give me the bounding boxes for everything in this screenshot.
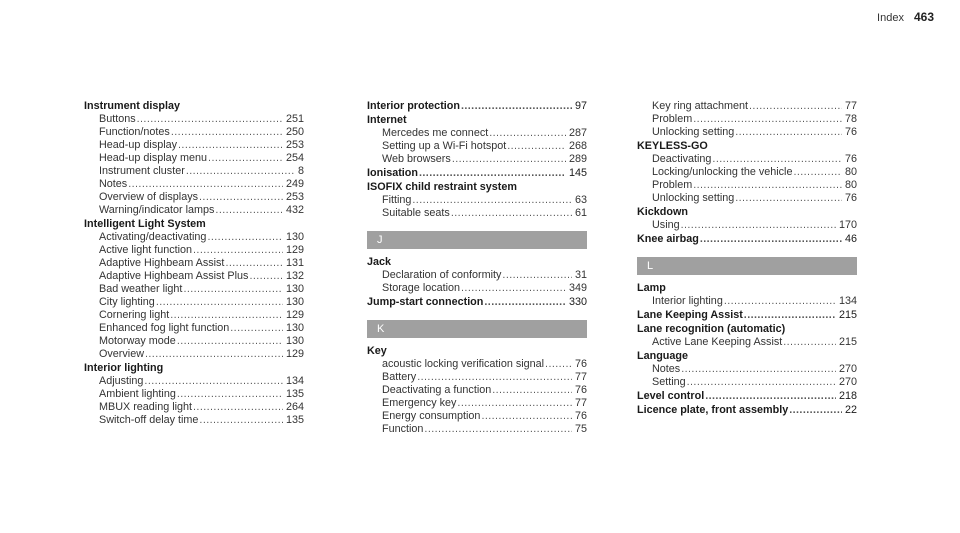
index-column-1	[84, 100, 304, 427]
leader-dots	[156, 296, 283, 309]
leader-dots	[199, 414, 283, 427]
entry-subitem-page[interactable]: 78	[844, 113, 857, 125]
entry-heading-text: Knee airbag	[637, 233, 699, 245]
entry-subitem	[367, 153, 587, 166]
entry-subitem-page[interactable]: 76	[844, 153, 857, 165]
index-entry	[637, 323, 857, 349]
entry-subitem-text: Locking/unlocking the vehicle	[652, 166, 793, 178]
leader-dots	[177, 388, 283, 401]
leader-dots	[507, 140, 566, 153]
entry-subitem-text: Emergency key	[382, 397, 457, 409]
leader-dots	[492, 384, 572, 397]
entry-subitem-page[interactable]: 289	[568, 153, 587, 165]
entry-subitem	[367, 140, 587, 153]
leader-dots	[451, 207, 572, 220]
leader-dots	[412, 194, 572, 207]
entry-subitem	[84, 322, 304, 335]
entry-subitem-page[interactable]: 76	[844, 126, 857, 138]
entry-subitem-page[interactable]: 270	[838, 376, 857, 388]
entry-subitem	[637, 126, 857, 139]
entry-subitem-page[interactable]: 130	[285, 296, 304, 308]
entry-subitem-page[interactable]: 264	[285, 401, 304, 413]
entry-heading-text: Interior lighting	[84, 362, 164, 374]
leader-dots	[193, 401, 283, 414]
entry-subitem-page[interactable]: 77	[574, 397, 587, 409]
entry-heading-text: Lane recognition (automatic)	[637, 323, 786, 335]
entry-subitem-page[interactable]: 215	[838, 336, 857, 348]
entry-heading	[637, 404, 857, 417]
entry-subitem	[637, 153, 857, 166]
entry-subitem	[84, 244, 304, 257]
entry-subitem	[84, 296, 304, 309]
index-entry	[367, 181, 587, 220]
entry-subitem	[367, 282, 587, 295]
entry-subitem-text: Declaration of conformity	[382, 269, 502, 281]
entry-subitem-text: Setting	[652, 376, 686, 388]
leader-dots	[681, 219, 836, 232]
entry-subitem-text: Switch-off delay time	[99, 414, 199, 426]
entry-heading	[637, 309, 857, 322]
section-letter: J	[377, 234, 383, 246]
entry-subitem-text: Head-up display menu	[99, 152, 208, 164]
entry-heading-text: Licence plate, front assembly	[637, 404, 789, 416]
entry-subitem	[637, 363, 857, 376]
leader-dots	[735, 192, 842, 205]
entry-subitem-text: Bad weather light	[99, 283, 183, 295]
entry-subitem-page[interactable]: 129	[285, 348, 304, 360]
entry-subitem-text: Ambient lighting	[99, 388, 176, 400]
entry-subitem-page[interactable]: 80	[844, 179, 857, 191]
index-entry	[367, 296, 587, 309]
entry-subitem	[84, 126, 304, 139]
index-entry	[84, 362, 304, 427]
index-entry	[367, 100, 587, 113]
leader-dots	[145, 348, 283, 361]
entry-subitem	[84, 191, 304, 204]
leader-dots	[457, 397, 572, 410]
entry-heading	[637, 390, 857, 403]
entry-subitem	[84, 231, 304, 244]
leader-dots	[230, 322, 283, 335]
entry-subitem-page[interactable]: 76	[574, 410, 587, 422]
entry-heading	[84, 100, 304, 113]
entry-subitem-page[interactable]: 253	[285, 139, 304, 151]
leader-dots	[724, 295, 836, 308]
index-entry	[637, 350, 857, 389]
leader-dots	[489, 127, 566, 140]
leader-dots	[693, 113, 842, 126]
leader-dots	[215, 204, 283, 217]
entry-heading-text: Jump-start connection	[367, 296, 484, 308]
index-entry	[367, 114, 587, 166]
leader-dots	[144, 375, 283, 388]
entry-subitem-text: Unlocking setting	[652, 126, 735, 138]
entry-subitem	[367, 371, 587, 384]
leader-dots	[137, 113, 283, 126]
entry-subitem-page[interactable]: 63	[574, 194, 587, 206]
entry-subitem-text: Function/notes	[99, 126, 170, 138]
leader-dots	[417, 371, 572, 384]
entry-heading-text: Level control	[637, 390, 705, 402]
entry-subitem-page[interactable]: 249	[285, 178, 304, 190]
entry-subitem	[84, 283, 304, 296]
leader-dots	[177, 335, 283, 348]
entry-subitem-page[interactable]: 134	[838, 295, 857, 307]
entry-subitem-text: MBUX reading light	[99, 401, 193, 413]
entry-subitem-text: Motorway mode	[99, 335, 176, 347]
entry-subitem-page[interactable]: 76	[844, 192, 857, 204]
entry-subitem-page[interactable]: 61	[574, 207, 587, 219]
entry-subitem-text: Battery	[382, 371, 417, 383]
entry-subitem-page[interactable]: 250	[285, 126, 304, 138]
entry-subitem-text: Enhanced fog light function	[99, 322, 230, 334]
entry-subitem	[84, 309, 304, 322]
index-entry	[637, 233, 857, 246]
entry-subitem	[637, 100, 857, 113]
leader-dots	[744, 309, 836, 322]
entry-subitem	[84, 270, 304, 283]
section-letter: L	[647, 260, 654, 272]
entry-subitem-text: Activating/deactivating	[99, 231, 207, 243]
entry-heading-text: Key	[367, 345, 387, 357]
entry-subitem	[637, 166, 857, 179]
entry-subitem-page[interactable]: 130	[285, 231, 304, 243]
entry-heading	[84, 362, 304, 375]
entry-subitem-text: Interior lighting	[652, 295, 723, 307]
entry-heading	[367, 181, 587, 194]
entry-heading	[637, 350, 857, 363]
entry-subitem-page[interactable]: 77	[574, 371, 587, 383]
entry-subitem	[367, 410, 587, 423]
entry-heading	[84, 218, 304, 231]
entry-subitem-page[interactable]: 130	[285, 283, 304, 295]
leader-dots	[481, 410, 572, 423]
entry-subitem-text: Function	[382, 423, 424, 435]
entry-subitem-text: Unlocking setting	[652, 192, 735, 204]
leader-dots	[171, 126, 283, 139]
entry-subitem	[84, 178, 304, 191]
entry-subitem-page[interactable]: 131	[285, 257, 304, 269]
leader-dots	[419, 167, 566, 180]
leader-dots	[170, 309, 283, 322]
entry-subitem	[84, 375, 304, 388]
leader-dots	[186, 165, 295, 178]
entry-subitem-page[interactable]: 268	[568, 140, 587, 152]
entry-subitem	[637, 192, 857, 205]
entry-subitem-text: Head-up display	[99, 139, 178, 151]
entry-subitem-text: Using	[652, 219, 680, 231]
entry-subitem	[84, 152, 304, 165]
entry-subitem-page[interactable]: 254	[285, 152, 304, 164]
section-letter-bar	[367, 320, 587, 338]
entry-subitem-page[interactable]: 129	[285, 244, 304, 256]
entry-subitem	[367, 194, 587, 207]
entry-heading-text: Kickdown	[637, 206, 688, 218]
entry-subitem	[637, 219, 857, 232]
entry-subitem-text: Overview of displays	[99, 191, 199, 203]
leader-dots	[249, 270, 283, 283]
header-label: Index	[877, 12, 904, 24]
leader-dots	[783, 336, 836, 349]
entry-heading-text: ISOFIX child restraint system	[367, 181, 518, 193]
entry-subitem-text: Overview	[99, 348, 144, 360]
entry-subitem-page[interactable]: 76	[574, 384, 587, 396]
entry-heading	[367, 167, 587, 180]
entry-subitem-page[interactable]: 170	[838, 219, 857, 231]
entry-subitem	[367, 397, 587, 410]
section-letter-bar	[367, 231, 587, 249]
entry-subitem	[84, 204, 304, 217]
leader-dots	[207, 231, 283, 244]
entry-subitem-text: Setting up a Wi-Fi hotspot	[382, 140, 507, 152]
entry-subitem-page[interactable]: 77	[844, 100, 857, 112]
entry-subitem-page[interactable]: 349	[568, 282, 587, 294]
entry-subitem-page[interactable]: 135	[285, 388, 304, 400]
leader-dots	[502, 269, 572, 282]
entry-heading-text: Intelligent Light System	[84, 218, 206, 230]
entry-subitem-text: Energy consumption	[382, 410, 481, 422]
entry-subitem-page[interactable]: 132	[285, 270, 304, 282]
entry-subitem	[84, 257, 304, 270]
entry-subitem	[367, 384, 587, 397]
section-letter-bar	[637, 257, 857, 275]
entry-subitem-page[interactable]: 253	[285, 191, 304, 203]
index-entry	[367, 345, 587, 436]
entry-subitem-text: Notes	[99, 178, 128, 190]
entry-subitem-text: Adaptive Highbeam Assist Plus	[99, 270, 249, 282]
leader-dots	[193, 244, 283, 257]
page-header	[877, 10, 934, 24]
entry-subitem	[84, 113, 304, 126]
entry-heading	[367, 100, 587, 113]
entry-subitem-text: Problem	[652, 179, 693, 191]
entry-heading-page[interactable]: 215	[838, 309, 857, 321]
entry-subitem-text: Warning/indicator lamps	[99, 204, 215, 216]
entry-subitem	[367, 207, 587, 220]
leader-dots	[693, 179, 842, 192]
leader-dots	[424, 423, 572, 436]
entry-subitem-text: Buttons	[99, 113, 136, 125]
entry-subitem-text: Adjusting	[99, 375, 144, 387]
entry-subitem-page[interactable]: 80	[844, 166, 857, 178]
entry-subitem	[637, 113, 857, 126]
entry-subitem-text: City lighting	[99, 296, 155, 308]
entry-subitem-text: Mercedes me connect	[382, 127, 489, 139]
entry-subitem	[84, 414, 304, 427]
index-entry	[637, 206, 857, 232]
entry-heading-page[interactable]: 145	[568, 167, 587, 179]
section-letter: K	[377, 323, 385, 335]
entry-subitem-page[interactable]: 76	[574, 358, 587, 370]
entry-subitem-text: Storage location	[382, 282, 461, 294]
entry-heading-text: Jack	[367, 256, 392, 268]
entry-heading-page[interactable]: 97	[574, 100, 587, 112]
index-entry	[637, 390, 857, 403]
entry-subitem	[84, 401, 304, 414]
entry-heading	[637, 282, 857, 295]
entry-heading	[637, 206, 857, 219]
entry-subitem-page[interactable]: 251	[285, 113, 304, 125]
entry-subitem	[637, 336, 857, 349]
index-entry	[367, 256, 587, 295]
entry-subitem-page[interactable]: 31	[574, 269, 587, 281]
entry-subitem	[84, 165, 304, 178]
entry-subitem-page[interactable]: 432	[285, 204, 304, 216]
entry-subitem-text: Adaptive Highbeam Assist	[99, 257, 225, 269]
leader-dots	[712, 153, 842, 166]
entry-heading	[367, 345, 587, 358]
index-entry	[637, 309, 857, 322]
entry-subitem-page[interactable]: 270	[838, 363, 857, 375]
leader-dots	[793, 166, 842, 179]
index-entry	[84, 100, 304, 217]
entry-subitem-page[interactable]: 130	[285, 335, 304, 347]
leader-dots	[789, 404, 842, 417]
entry-subitem	[84, 348, 304, 361]
entry-subitem-text: Notes	[652, 363, 681, 375]
entry-heading-text: Instrument display	[84, 100, 180, 112]
leader-dots	[700, 233, 842, 246]
entry-subitem-text: Cornering light	[99, 309, 170, 321]
leader-dots	[461, 282, 566, 295]
entry-subitem	[367, 269, 587, 282]
leader-dots	[128, 178, 283, 191]
entry-subitem-text: Problem	[652, 113, 693, 125]
leader-dots	[484, 296, 566, 309]
leader-dots	[461, 100, 572, 113]
entry-heading-text: Lamp	[637, 282, 666, 294]
index-entry	[637, 404, 857, 417]
index-entry	[637, 100, 857, 139]
entry-heading	[637, 233, 857, 246]
index-entry	[84, 218, 304, 361]
entry-heading-page[interactable]: 22	[844, 404, 857, 416]
index-column-2	[367, 100, 587, 436]
entry-subitem-page[interactable]: 8	[297, 165, 304, 177]
leader-dots	[681, 363, 836, 376]
entry-heading	[367, 256, 587, 269]
leader-dots	[749, 100, 842, 113]
page-number: 463	[913, 10, 934, 24]
entry-subitem	[84, 335, 304, 348]
entry-subitem-text: Deactivating a function	[382, 384, 492, 396]
entry-subitem	[367, 358, 587, 371]
entry-subitem-text: Instrument cluster	[99, 165, 185, 177]
index-entry	[637, 282, 857, 308]
leader-dots	[183, 283, 283, 296]
entry-subitem-page[interactable]: 135	[285, 414, 304, 426]
entry-heading-page[interactable]: 330	[568, 296, 587, 308]
entry-subitem-page[interactable]: 75	[574, 423, 587, 435]
entry-heading-text: Ionisation	[367, 167, 418, 179]
entry-subitem	[84, 388, 304, 401]
entry-subitem	[637, 376, 857, 389]
index-entry	[367, 167, 587, 180]
entry-heading-text: Internet	[367, 114, 407, 126]
index-entry	[637, 140, 857, 205]
entry-subitem-text: Suitable seats	[382, 207, 450, 219]
entry-heading-page[interactable]: 46	[844, 233, 857, 245]
leader-dots	[199, 191, 283, 204]
entry-subitem	[84, 139, 304, 152]
entry-subitem-text: Key ring attachment	[652, 100, 749, 112]
entry-subitem	[367, 127, 587, 140]
entry-subitem-text: Fitting	[382, 194, 412, 206]
entry-heading-text: Language	[637, 350, 688, 362]
entry-heading-text: Lane Keeping Assist	[637, 309, 743, 321]
entry-heading	[637, 323, 857, 336]
leader-dots	[452, 153, 566, 166]
leader-dots	[687, 376, 836, 389]
index-column-3	[637, 100, 857, 417]
entry-subitem-text: acoustic locking verification signal	[382, 358, 545, 370]
entry-heading-text: KEYLESS-GO	[637, 140, 708, 152]
entry-subitem-text: Active Lane Keeping Assist	[652, 336, 783, 348]
leader-dots	[208, 152, 283, 165]
entry-subitem-text: Active light function	[99, 244, 193, 256]
entry-subitem	[637, 295, 857, 308]
entry-subitem-page[interactable]: 134	[285, 375, 304, 387]
entry-subitem	[637, 179, 857, 192]
entry-subitem	[367, 423, 587, 436]
leader-dots	[178, 139, 283, 152]
leader-dots	[225, 257, 283, 270]
leader-dots	[705, 390, 836, 403]
entry-subitem-text: Web browsers	[382, 153, 451, 165]
leader-dots	[735, 126, 842, 139]
leader-dots	[545, 358, 572, 371]
entry-subitem-page[interactable]: 130	[285, 322, 304, 334]
entry-heading-text: Interior protection	[367, 100, 460, 112]
entry-heading-page[interactable]: 218	[838, 390, 857, 402]
entry-subitem-page[interactable]: 287	[568, 127, 587, 139]
entry-heading	[367, 296, 587, 309]
entry-subitem-page[interactable]: 129	[285, 309, 304, 321]
entry-heading	[367, 114, 587, 127]
entry-heading	[637, 140, 857, 153]
entry-subitem-text: Deactivating	[652, 153, 712, 165]
